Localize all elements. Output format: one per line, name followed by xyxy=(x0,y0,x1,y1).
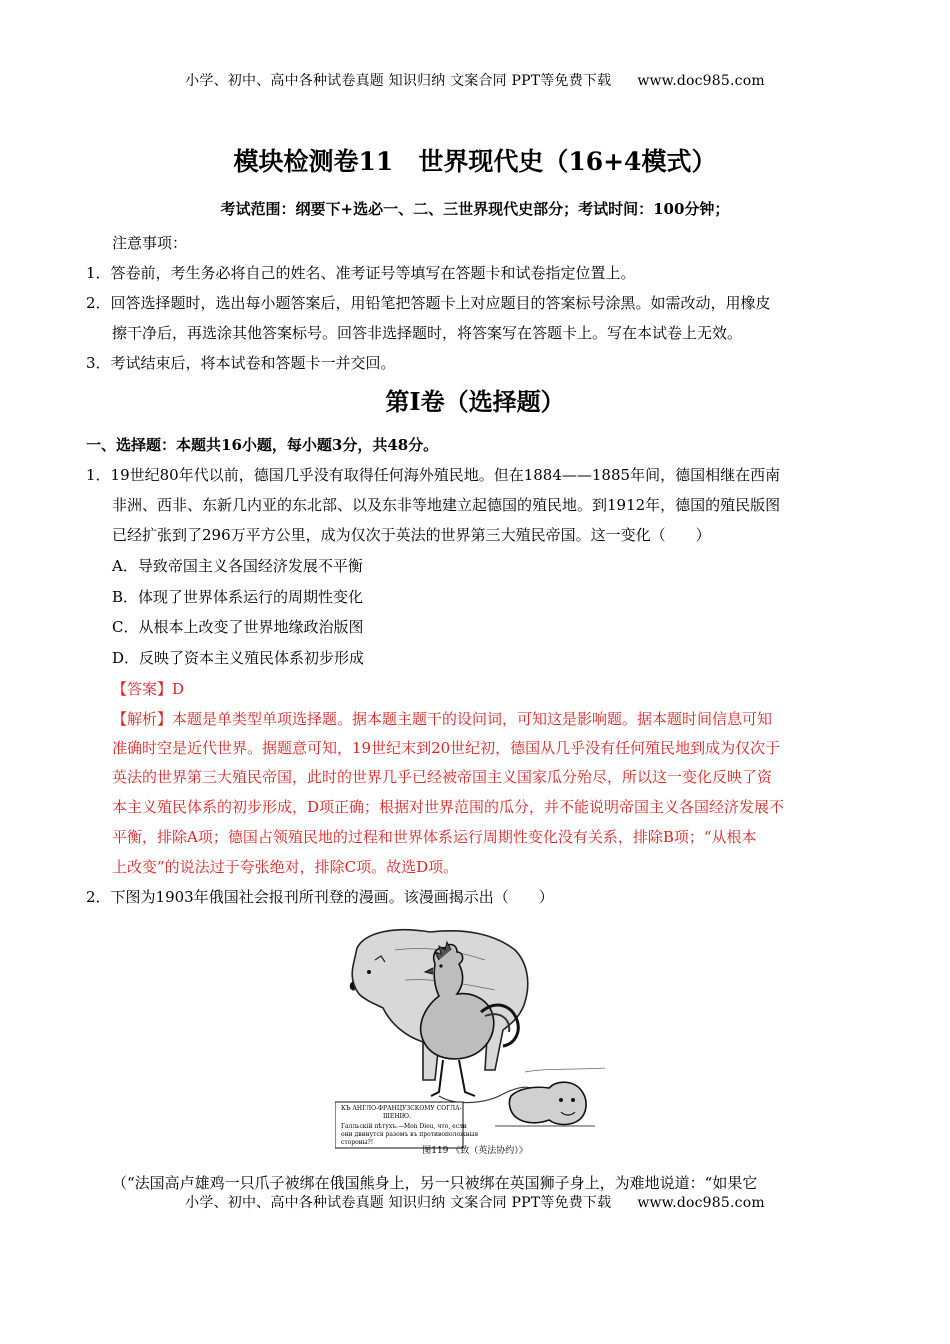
q1-option-c: C．从根本上改变了世界地缘政治版图 xyxy=(112,618,364,636)
note-1: 1．答卷前，考生务必将自己的姓名、准考证号等填写在答题卡和试卷指定位置上。 xyxy=(86,264,636,282)
cartoon-drawing xyxy=(335,920,615,1160)
page-header xyxy=(0,70,950,90)
cartoon-caption-line-5: стороны?! xyxy=(341,1139,374,1146)
q1-stem-2: 非洲、西非、东新几内亚的东北部、以及东非等地建立起德国的殖民地。到1912年，德国的殖民版图 xyxy=(112,496,781,514)
cartoon-caption-line-1: КЪ АНГЛО-ФРАНЦУЗСКОМУ СОГЛА- xyxy=(341,1105,462,1112)
header-site[interactable]: www.doc985.com xyxy=(637,73,765,89)
q1-analysis-2: 准确时空是近代世界。据题意可知，19世纪末到20世纪初，德国从几乎没有任何殖民地到成为仅次于 xyxy=(112,739,781,757)
bulldog-eye-1 xyxy=(559,1098,563,1102)
notes-heading: 注意事项： xyxy=(112,234,188,252)
note-3: 3．考试结束后，将本试卷和答题卡一并交回。 xyxy=(86,354,396,372)
q1-stem-1: 1．19世纪80年代以前，德国几乎没有取得任何海外殖民地。但在1884——1885年间，德国相继在西南 xyxy=(86,466,781,484)
q1-analysis-5: 平衡，排除A项；德国占领殖民地的过程和世界体系运行周期性变化没有关系，排除B项；“从根本 xyxy=(112,828,757,846)
horizon xyxy=(525,1068,605,1072)
q1-option-b: B．体现了世界体系运行的周期性变化 xyxy=(112,588,364,606)
q1-analysis-4: 本主义殖民体系的初步形成，D项正确；根据对世界范围的瓜分，并不能说明帝国主义各国经济发展不 xyxy=(112,798,785,816)
cartoon-caption-line-2: ШЕНІЮ. xyxy=(383,1113,411,1120)
footer-site[interactable]: www.doc985.com xyxy=(637,1195,765,1211)
bear-eye xyxy=(367,970,371,974)
section-title: 第I卷（选择题） xyxy=(385,387,565,416)
part-heading: 一、选择题：本题共16小题，每小题3分，共48分。 xyxy=(86,436,439,454)
q1-analysis-3: 英法的世界第三大殖民帝国，此时的世界几乎已经被帝国主义国家瓜分殆尽，所以这一变化反映了资 xyxy=(112,768,773,786)
q1-option-a: A．导致帝国主义各国经济发展不平衡 xyxy=(112,557,363,575)
bulldog-eye-2 xyxy=(571,1098,575,1102)
page-footer xyxy=(0,1192,950,1212)
cartoon-caption-line-4: они двинутся разомъ въ противоположныя xyxy=(341,1131,479,1138)
note-2: 2．回答选择题时，选出每小题答案后，用铅笔把答题卡上对应题目的答案标号涂黑。如需改动，用橡皮 xyxy=(86,294,771,312)
q1-answer: 【答案】D xyxy=(112,680,185,698)
bulldog-shape xyxy=(509,1082,586,1124)
note-2-cont: 擦干净后，再选涂其他答案标号。回答非选择题时，将答案写在答题卡上。写在本试卷上无效。 xyxy=(112,324,743,342)
exam-title: 模块检测卷11 世界现代史（16+4模式） xyxy=(233,147,717,176)
rooster-eye xyxy=(439,964,442,967)
q1-option-d: D．反映了资本主义殖民体系初步形成 xyxy=(112,649,365,667)
rooster-legs xyxy=(431,1060,475,1096)
figure-caption: 图119 《致（英法协约）》 xyxy=(422,1146,528,1156)
cartoon-caption-line-3: Галльскій пѣтухъ.—Mon Dieu, что, если xyxy=(341,1123,467,1130)
exam-subtitle: 考试范围：纲要下+选必一、二、三世界现代史部分；考试时间：100分钟； xyxy=(220,200,730,218)
cartoon-figure xyxy=(335,920,615,1160)
header-text: 小学、初中、高中各种试卷真题 知识归纳 文案合同 PPT等免费下载 xyxy=(185,73,612,89)
q2-stem: 2．下图为1903年俄国社会报刊所刊登的漫画。该漫画揭示出（ ） xyxy=(86,888,554,906)
q1-stem-3: 已经扩张到了296万平方公里，成为仅次于英法的世界第三大殖民帝国。这一变化（ ） xyxy=(112,526,711,544)
q1-analysis-1: 【解析】本题是单类型单项选择题。据本题主题干的设问词，可知这是影响题。据本题时间信息可知 xyxy=(112,710,773,728)
q2-continuation: （“法国高卢雄鸡一只爪子被绑在俄国熊身上，另一只被绑在英国狮子身上，为难地说道：“如果它 xyxy=(112,1174,758,1192)
footer-text: 小学、初中、高中各种试卷真题 知识归纳 文案合同 PPT等免费下载 xyxy=(185,1195,612,1211)
q1-analysis-6: 上改变”的说法过于夸张绝对，排除C项。故选D项。 xyxy=(112,858,459,876)
